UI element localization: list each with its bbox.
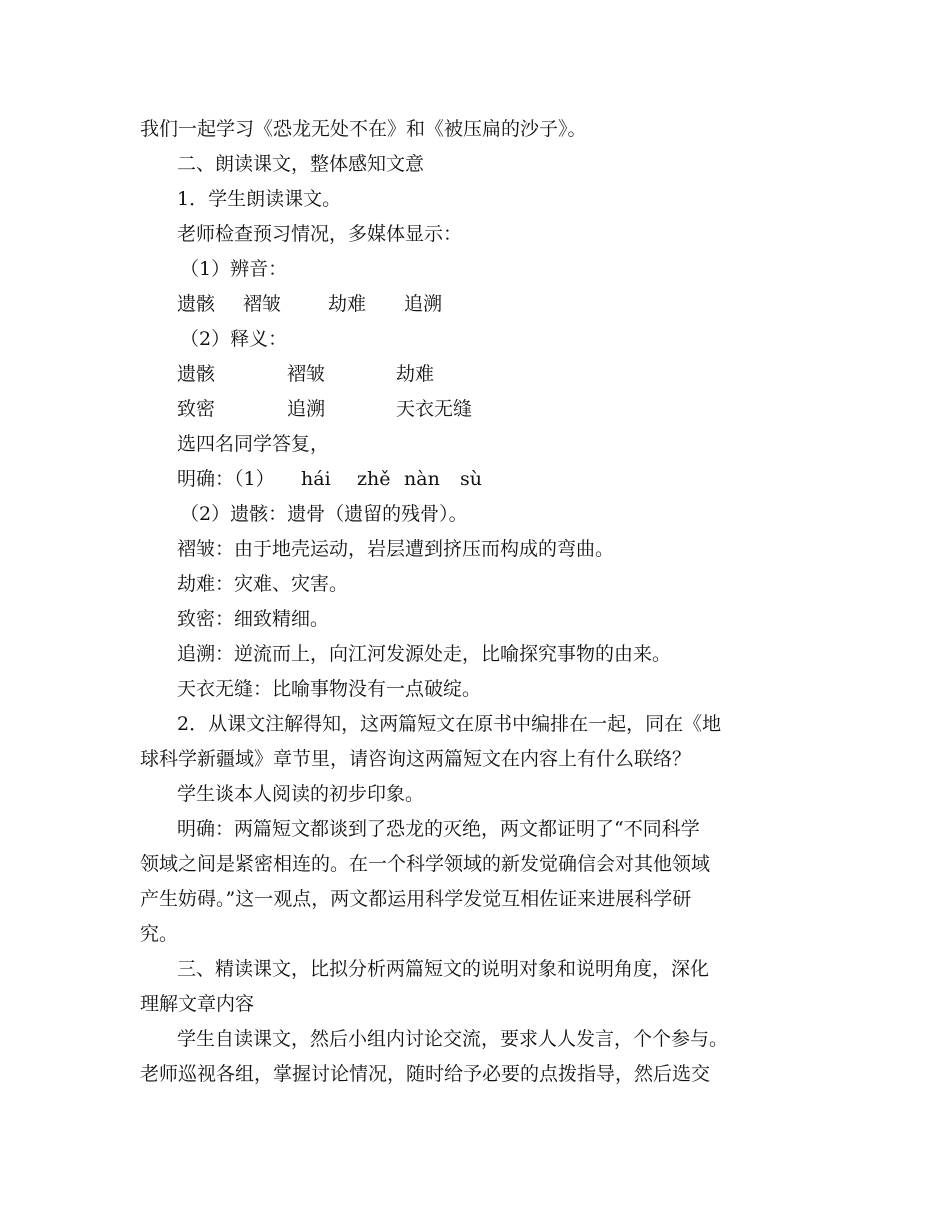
paragraph-line: 我们一起学习《恐龙无处不在》和《被压扁的沙子》。 — [140, 118, 587, 140]
vocabulary-grid-row — [140, 392, 820, 427]
pinyin-item: hái — [301, 468, 331, 490]
vocab-word: 褶皱 — [243, 293, 282, 315]
vocab-word: 遗骸 — [177, 363, 216, 385]
paragraph-line: 选四名同学答复， — [177, 433, 330, 455]
paragraph-line: 学生谈本人阅读的初步印象。 — [177, 783, 425, 805]
vocab-word: 追溯 — [287, 398, 326, 420]
paragraph-line: 领域之间是紧密相连的。在一个科学领域的新发觉确信会对其他领域 — [140, 853, 711, 875]
paragraph-line: 学生自读课文，然后小组内讨论交流，要求人人发言，个个参与。 — [177, 1028, 729, 1050]
vocabulary-row — [140, 287, 820, 322]
definition-line: 劫难：灾难、灾害。 — [177, 573, 349, 595]
vocab-word: 致密 — [177, 398, 216, 420]
vocab-word: 追溯 — [404, 293, 443, 315]
vocab-word: 天衣无缝 — [396, 398, 473, 420]
answer-label: 明确：（1） — [177, 468, 275, 490]
paragraph-line: 产生妨碍。”这一观点，两文都运用科学发觉互相佐证来进展科学研 — [140, 888, 692, 910]
definition-line: 致密：细致精细。 — [177, 608, 330, 630]
section-heading-3-continued: 理解文章内容 — [140, 993, 255, 1015]
paragraph-line: 明确：两篇短文都谈到了恐龙的灭绝，两文都证明了“不同科学 — [177, 818, 700, 840]
paragraph-line: 1．学生朗读课文。 — [177, 188, 342, 210]
definition-line: 追溯：逆流而上，向江河发源处走，比喻探究事物的由来。 — [177, 643, 672, 665]
paragraph-line: 2．从课文注解得知，这两篇短文在原书中编排在一起，同在《地 — [177, 713, 722, 735]
vocabulary-grid-row — [140, 357, 820, 392]
section-heading-3: 三、精读课文，比拟分析两篇短文的说明对象和说明角度，深化 — [177, 958, 710, 980]
vocab-word: 劫难 — [328, 293, 367, 315]
definition-line: 褶皱：由于地壳运动，岩层遭到挤压而构成的弯曲。 — [177, 538, 615, 560]
pinyin-item: nàn — [404, 468, 440, 490]
paragraph-line: 老师巡视各组，掌握讨论情况，随时给予必要的点拨指导，然后选交 — [140, 1063, 711, 1085]
definition-line: 天衣无缝：比喻事物没有一点破绽。 — [177, 678, 482, 700]
section-heading-2: 二、朗读课文，整体感知文意 — [177, 153, 425, 175]
pinyin-item: zhě — [357, 468, 391, 490]
document-body — [140, 112, 820, 1092]
pinyin-answer-row — [140, 462, 820, 497]
pinyin-item: sù — [460, 468, 482, 490]
paragraph-line: 球科学新疆域》章节里，请咨询这两篇短文在内容上有什么联络？ — [140, 748, 692, 770]
subheading-definition: （2）释义： — [180, 328, 288, 350]
definition-line: （2）遗骸：遗骨（遗留的残骨）。 — [180, 503, 468, 525]
subheading-pronunciation: （1）辨音： — [180, 258, 288, 280]
vocab-word: 劫难 — [396, 363, 435, 385]
paragraph-line: 究。 — [140, 923, 179, 945]
vocab-word: 遗骸 — [177, 293, 216, 315]
vocab-word: 褶皱 — [287, 363, 326, 385]
paragraph-line: 老师检查预习情况，多媒体显示： — [177, 223, 463, 245]
